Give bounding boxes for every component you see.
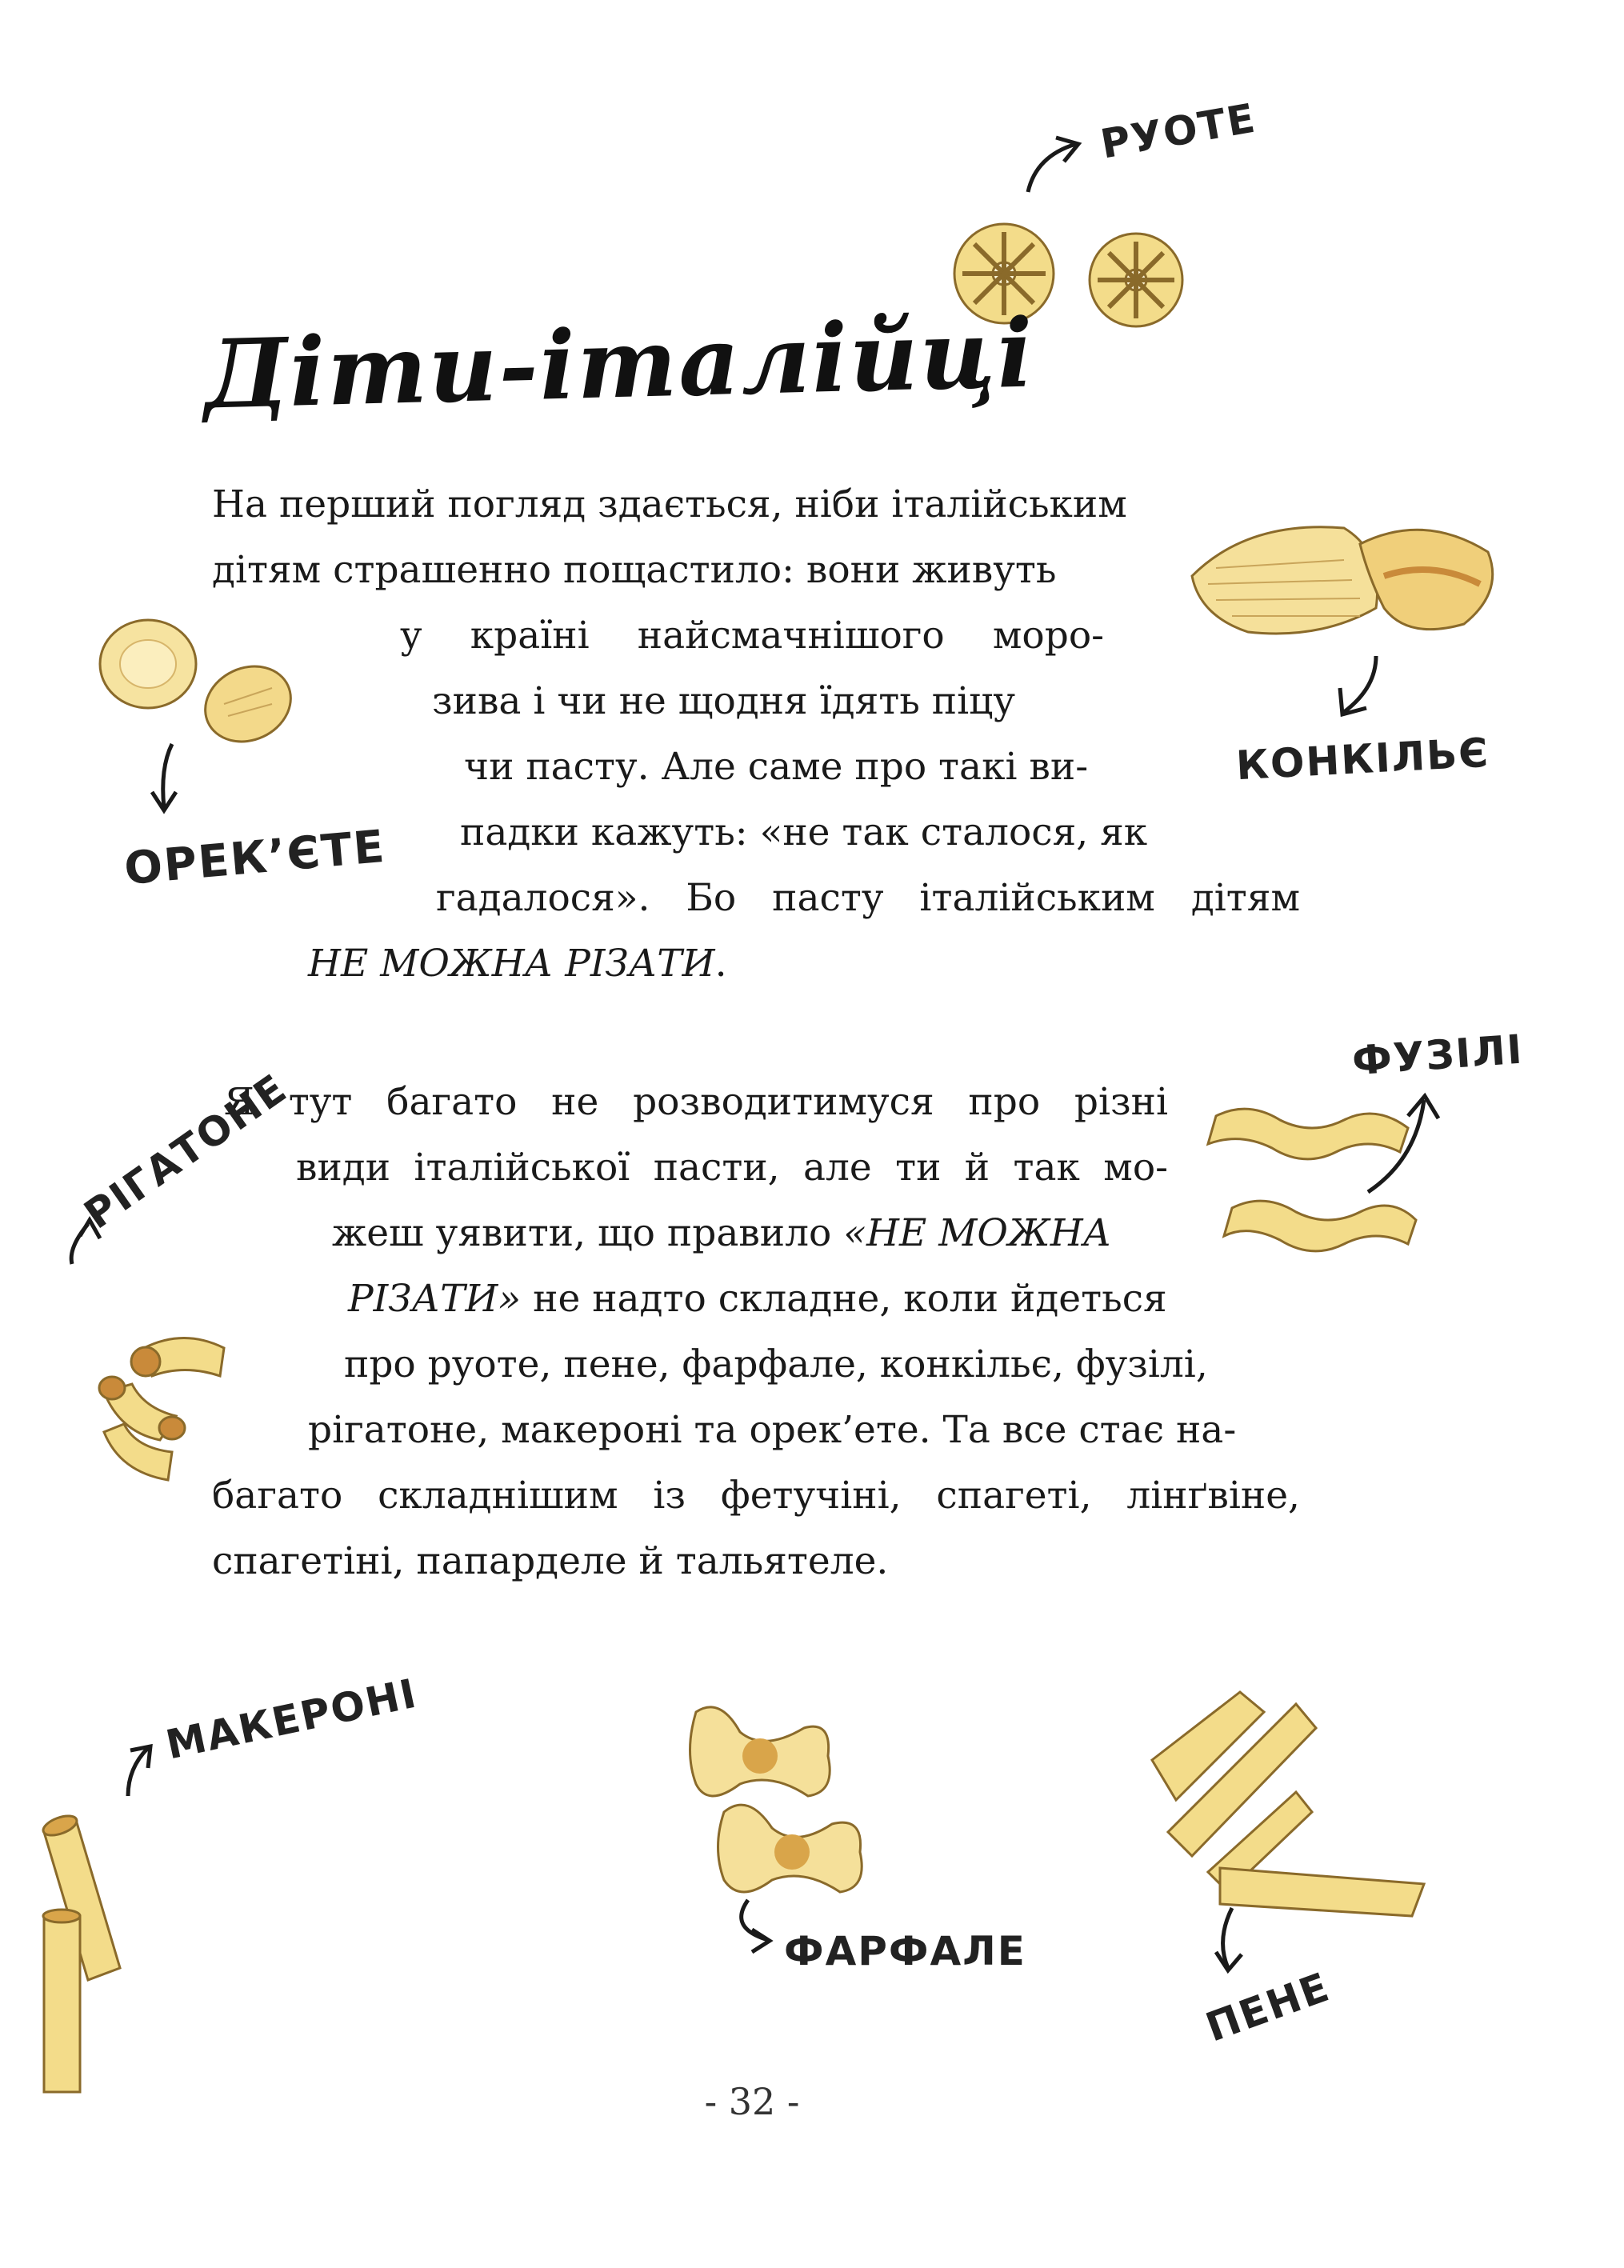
orecchiette-illustration (100, 620, 303, 755)
paragraph1-emphasis-line (308, 931, 727, 997)
farfalle-arrow (742, 1900, 768, 1940)
paragraph2-line (348, 1266, 1167, 1332)
paragraph1-line: На перший погляд здається, ніби італійським (212, 482, 1127, 526)
line-text: жеш уявити, що правило (332, 1211, 844, 1255)
ruote-arrow (1028, 144, 1076, 192)
label-conchiglie: КОНКІЛЬЄ (1234, 729, 1491, 790)
page-title: Діти-італійці (202, 297, 1036, 430)
paragraph2-line: про руоте, пене, фарфале, конкільє, фузілі, (344, 1342, 1208, 1386)
paragraph1-line: чи пасту. Але саме про такі ви- (464, 745, 1089, 789)
emphasis-end: . (714, 942, 727, 986)
label-fusilli: ФУЗІЛІ (1350, 1026, 1526, 1085)
paragraph1-line: зива і чи не щодня їдять піцу (432, 679, 1016, 723)
maccheroni-arrow (128, 1748, 148, 1796)
rigatone-illustration (99, 1338, 224, 1481)
paragraph2-line: Я тут багато не розводитимуся про різні (224, 1080, 1168, 1124)
paragraph2-line: види італійської пасти, але ти й так мо- (296, 1146, 1168, 1190)
paragraph1-line: падки кажуть: «не так сталося, як (460, 810, 1148, 854)
label-maccheroni: МАКЕРОНІ (162, 1670, 422, 1769)
maccheroni-illustration (41, 1812, 120, 2092)
label-rigatone: РІГАТОНЕ (76, 1065, 296, 1238)
paragraph2-line: спагетіні, папарделе й тальятеле. (212, 1539, 889, 1583)
paragraph2-line (332, 1201, 1111, 1266)
conchiglie-illustration (1192, 527, 1493, 634)
paragraph2-line: багато складнішим із фетучіні, спагеті, лінґвіне, (212, 1474, 1300, 1518)
label-ruote: РУОТЕ (1097, 94, 1260, 168)
emphasis-text: РІЗАТИ» (348, 1277, 522, 1321)
emphasis-text: «НЕ МОЖНА (843, 1211, 1112, 1255)
label-orecchiette: ОРЕК’ЄТЕ (122, 820, 388, 896)
line-text: не надто складне, коли йдеться (521, 1277, 1167, 1321)
penne-illustration (1152, 1692, 1424, 1916)
label-penne: ПЕНЕ (1199, 1963, 1337, 2051)
farfalle-illustration (690, 1707, 862, 1892)
paragraph1-line: у країні найсмачнішого моро- (400, 614, 1104, 658)
emphasis-text: НЕ МОЖНА РІЗАТИ (308, 942, 715, 986)
paragraph2-line: рігатоне, макероні та орек’ете. Та все стає на- (308, 1408, 1237, 1452)
penne-arrow (1223, 1908, 1232, 1968)
conchiglie-arrow (1344, 656, 1376, 712)
label-farfalle: ФАРФАЛЕ (784, 1928, 1026, 1974)
page-number: - 32 - (704, 2080, 800, 2123)
paragraph1-line: дітям страшенно пощастило: вони живуть (212, 548, 1057, 592)
paragraph1-line: гадалося». Бо пасту італійським дітям (436, 876, 1300, 920)
